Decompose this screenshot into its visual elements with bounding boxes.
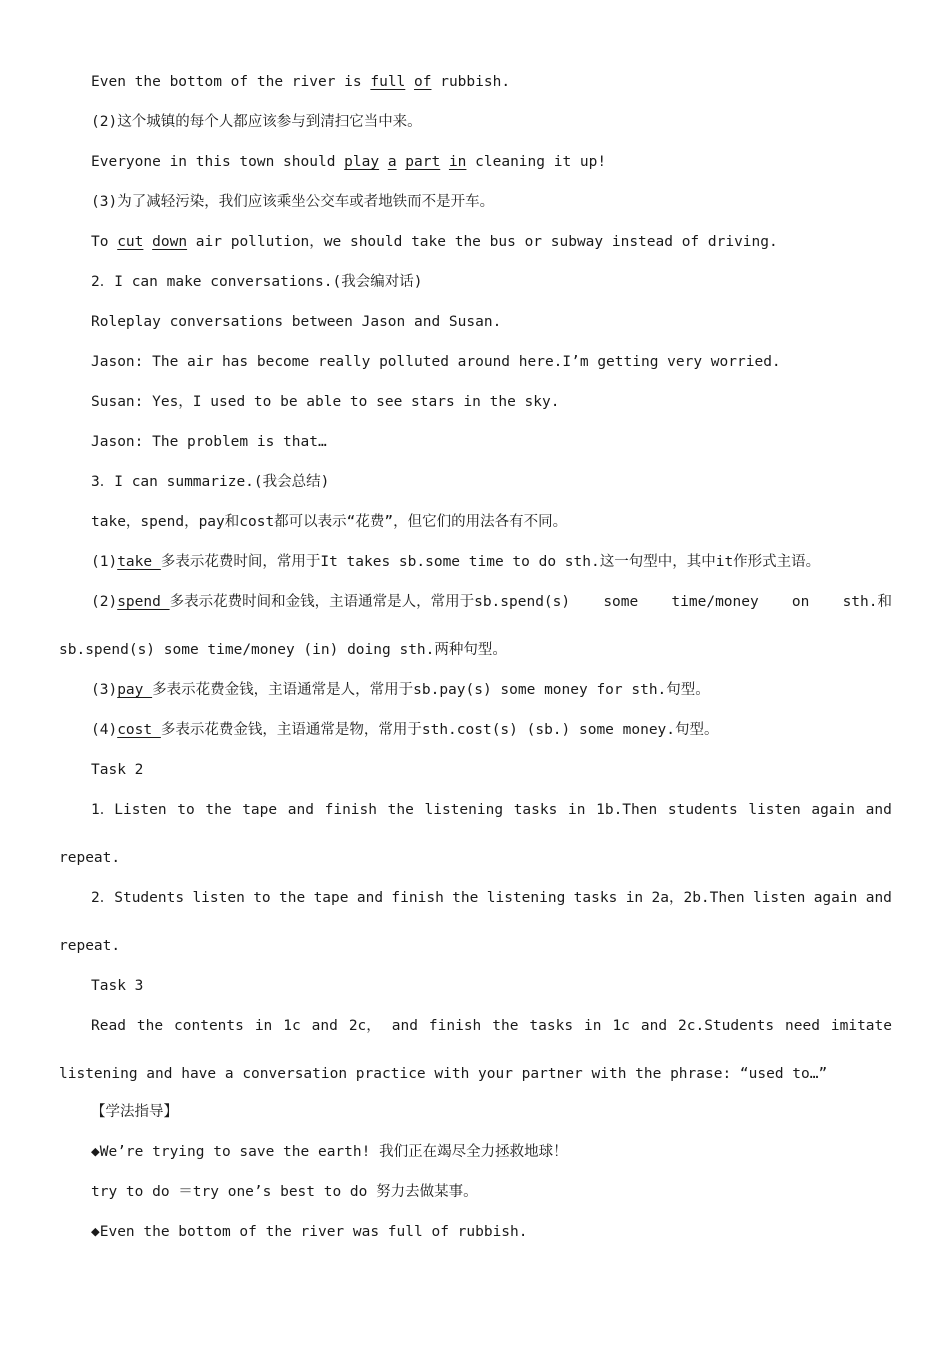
word: to (177, 802, 195, 818)
word: in (254, 1018, 273, 1034)
paragraph: Roleplay conversations between Jason and Susan. (91, 314, 502, 330)
word: listening (486, 890, 566, 906)
word: 1．Listen (91, 802, 167, 818)
word: 1c (612, 1018, 630, 1034)
text: 多表示花费金钱，主语通常是物，常用于sth.cost(s) (sb.) some money.句型。 (160, 722, 719, 738)
word: students (667, 802, 738, 818)
word: Read (91, 1018, 126, 1034)
usage-item-pay (91, 680, 710, 700)
word: listen (748, 802, 801, 818)
blank-answer: play (344, 154, 380, 170)
text: (1) (91, 554, 118, 570)
study-note: ◆Even the bottom of the river was full of rubbish. (91, 1224, 528, 1240)
blank-answer: take (117, 554, 161, 570)
word: and (311, 1018, 338, 1034)
word: and (865, 890, 892, 906)
word: 2a，2b.Then (651, 890, 745, 906)
word: tasks (573, 890, 618, 906)
word: on (791, 594, 810, 610)
paragraph: repeat. (59, 938, 121, 954)
word: listening (424, 802, 504, 818)
text: (2)spend 多表示花费时间和金钱，主语通常是人，常用于sb.spend(s) (91, 594, 571, 610)
dialogue-line: Jason: The problem is that… (91, 434, 327, 450)
task-heading: Task 2 (91, 762, 144, 778)
section-heading: 3．I can summarize.(我会总结) (91, 474, 330, 490)
word: need (785, 1018, 820, 1034)
word: listen (192, 890, 245, 906)
task-2-item-1 (91, 800, 892, 820)
task-3-item (91, 1016, 892, 1036)
word: the (452, 890, 479, 906)
word: and (391, 1018, 418, 1034)
blank-answer: spend (117, 594, 170, 610)
task-2-item-2 (91, 888, 892, 908)
paragraph: listening and have a conversation practice with your partner with the phrase: “used to…” (59, 1066, 828, 1082)
word: the (279, 890, 306, 906)
word: 1c (283, 1018, 301, 1034)
text: 多表示花费时间，常用于It takes sb.some time to do sth.这一句型中，其中it作形式主语。 (160, 554, 821, 570)
word: listen (752, 890, 806, 906)
word: in (584, 1018, 602, 1034)
blank-answer: part (405, 154, 441, 170)
word: 2c， (348, 1018, 381, 1034)
blank-answer: a (387, 154, 397, 170)
word: time/money (671, 594, 759, 610)
word: the (387, 802, 414, 818)
text: Even the bottom of the river is (91, 74, 371, 90)
word: sth.和 (842, 594, 892, 610)
word: contents (174, 1018, 244, 1034)
usage-item-spend (91, 592, 892, 612)
section-heading: 2．I can make conversations.(我会编对话) (91, 274, 423, 290)
word: and (287, 802, 314, 818)
study-guide-heading: 【学法指导】 (91, 1104, 178, 1120)
word: tasks (513, 802, 558, 818)
word: again (813, 890, 858, 906)
answer-line-2 (91, 152, 606, 172)
word: tape (242, 802, 278, 818)
word: some (603, 594, 639, 610)
blank-answer: down (152, 234, 188, 250)
blank-answer: in (448, 154, 467, 170)
word: and (865, 802, 892, 818)
blank-answer: full (370, 74, 406, 90)
study-note: ◆We’re trying to save the earth! 我们正在竭尽全力拯救地球！ (91, 1144, 568, 1160)
text: 多表示花费金钱，主语通常是人，常用于sb.pay(s) some money for sth.句型。 (152, 682, 710, 698)
word: finish (324, 802, 377, 818)
word: 2c.Students (678, 1018, 775, 1034)
text: (4) (91, 722, 118, 738)
dialogue-line: Susan: Yes，I used to be able to see stars in the sky. (91, 394, 560, 410)
blank-answer: cost (117, 722, 161, 738)
paragraph: repeat. (59, 850, 121, 866)
usage-item-cost (91, 720, 719, 740)
word: to (253, 890, 271, 906)
blank-answer: pay (117, 682, 153, 698)
blank-answer: of (414, 74, 432, 90)
text: cleaning it up! (466, 154, 607, 170)
word: the (136, 1018, 164, 1034)
usage-item-take (91, 552, 820, 572)
dialogue-line: Jason: The air has become really polluted around here.I’m getting very worried. (91, 354, 781, 370)
question-2: (2)这个城镇的每个人都应该参与到清扫它当中来。 (91, 114, 422, 130)
paragraph: take，spend，pay和cost都可以表示“花费”，但它们的用法各有不同。 (91, 514, 568, 530)
text: To (91, 234, 118, 250)
word: tape (313, 890, 349, 906)
question-3: (3)为了减轻污染，我们应该乘坐公交车或者地铁而不是开车。 (91, 194, 495, 210)
text: rubbish. (431, 74, 511, 90)
task-heading: Task 3 (91, 978, 144, 994)
word: and (640, 1018, 668, 1034)
study-note: try to do ＝try one’s best to do 努力去做某事。 (91, 1184, 478, 1200)
word: the (205, 802, 232, 818)
blank-answer: cut (117, 234, 144, 250)
word: and (356, 890, 384, 906)
answer-line-1 (91, 72, 510, 92)
word: finish (428, 1018, 482, 1034)
text (405, 74, 414, 90)
word: the (492, 1018, 519, 1034)
word: imitate (830, 1018, 892, 1034)
text: air pollution，we should take the bus or subway instead of driving. (187, 234, 778, 250)
word: again (811, 802, 856, 818)
word: tasks (529, 1018, 574, 1034)
answer-line-3 (91, 232, 778, 252)
word: finish (391, 890, 444, 906)
paragraph: sb.spend(s) some time/money (in) doing sth.两种句型。 (59, 642, 507, 658)
word: 1b.Then (596, 802, 658, 818)
word: in (625, 890, 644, 906)
word: 2．Students (91, 890, 185, 906)
text: Everyone in this town should (91, 154, 345, 170)
text: (3) (91, 682, 118, 698)
word: in (568, 802, 586, 818)
